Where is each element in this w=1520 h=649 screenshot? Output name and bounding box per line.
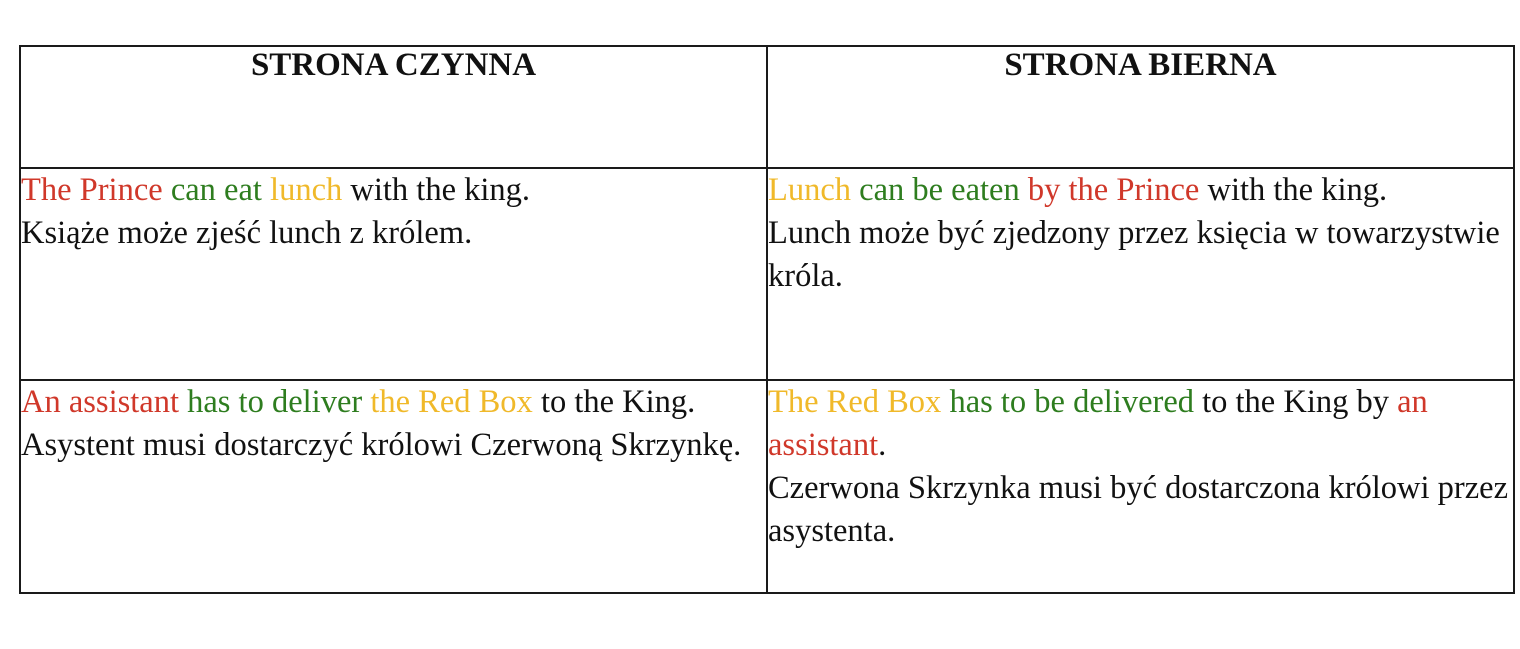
polish-translation: Asystent musi dostarczyć królowi Czerwoną Skrzynkę. — [21, 427, 742, 463]
header-active-voice: STRONA CZYNNA — [20, 46, 767, 168]
rest-phrase: to the King. — [540, 384, 696, 420]
english-sentence — [768, 381, 1513, 467]
verb-phrase: can be eaten — [859, 172, 1020, 208]
cell-passive-2 — [767, 380, 1514, 593]
subject-phrase: An assistant — [21, 384, 179, 420]
cell-passive-1 — [767, 168, 1514, 380]
polish-translation: Książe może zjeść lunch z królem. — [21, 215, 473, 251]
polish-translation: Czerwona Skrzynka musi być dostarczona królowi przez asystenta. — [768, 470, 1509, 549]
rest-phrase: with the king. — [1207, 172, 1388, 208]
rest-phrase: to the King by — [1202, 384, 1389, 420]
agent-phrase: an assistant — [768, 384, 1428, 463]
object-phrase: Lunch — [768, 172, 852, 208]
subject-phrase: The Prince — [21, 172, 163, 208]
header-row — [20, 46, 1514, 168]
grammar-table — [19, 45, 1515, 594]
header-passive-voice: STRONA BIERNA — [767, 46, 1514, 168]
english-sentence — [768, 169, 1513, 212]
verb-phrase: has to be delivered — [949, 384, 1194, 420]
cell-active-2 — [20, 380, 767, 593]
object-phrase: The Red Box — [768, 384, 942, 420]
table-row — [20, 168, 1514, 380]
verb-phrase: can eat — [170, 172, 262, 208]
rest-phrase: with the king. — [350, 172, 531, 208]
table-row — [20, 380, 1514, 593]
cell-active-1 — [20, 168, 767, 380]
object-phrase: lunch — [270, 172, 343, 208]
end-punctuation: . — [878, 427, 887, 463]
object-phrase: the Red Box — [370, 384, 533, 420]
english-sentence — [21, 381, 766, 424]
polish-translation: Lunch może być zjedzony przez księcia w towarzystwie króla. — [768, 215, 1500, 294]
english-sentence — [21, 169, 766, 212]
agent-phrase: by the Prince — [1027, 172, 1200, 208]
verb-phrase: has to deliver — [187, 384, 363, 420]
